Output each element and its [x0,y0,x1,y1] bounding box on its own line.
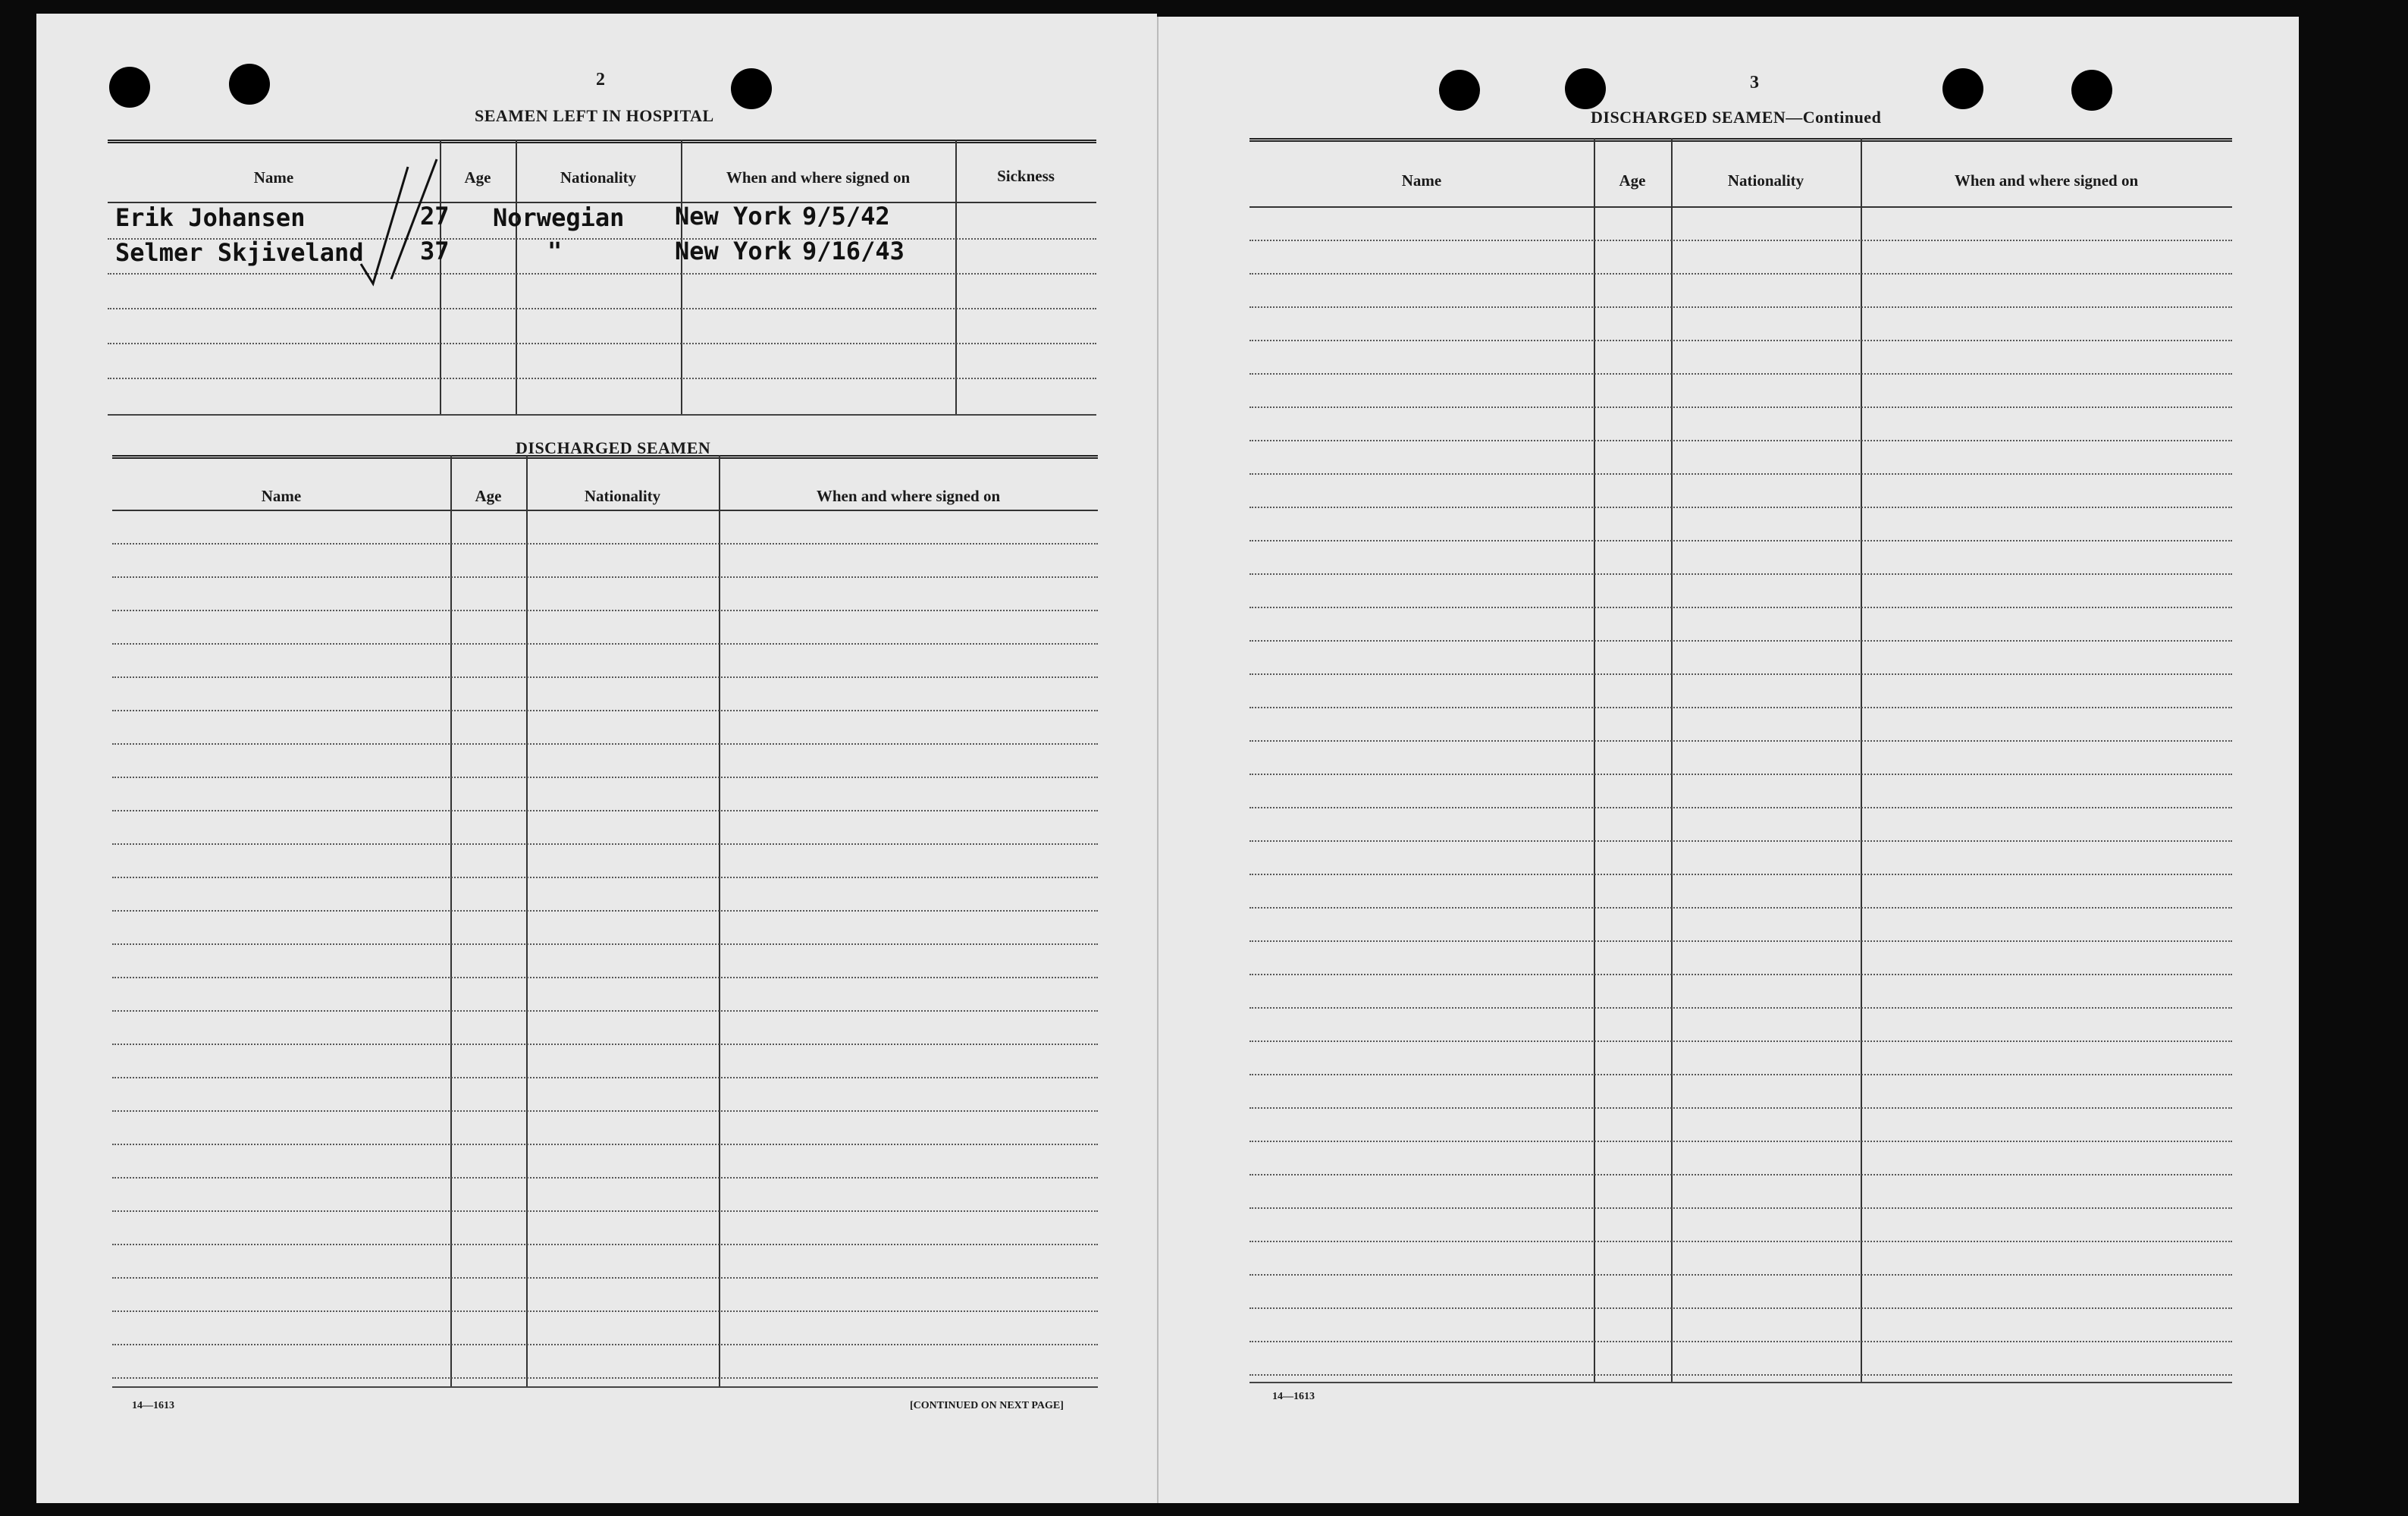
heading-text: DISCHARGED SEAMEN [1591,108,1786,127]
ruled-line [1249,440,2232,441]
col-header-name: Name [1401,171,1442,190]
ruled-line [112,1044,1098,1045]
hospital-table [108,140,1096,420]
ruled-line [112,1077,1098,1078]
ruled-line [1249,240,2232,241]
ruled-line [1249,740,2232,742]
ruled-line [1249,1007,2232,1009]
ruled-line [1249,373,2232,375]
col-header-signed-on: When and where signed on [816,487,1001,505]
ruled-line [112,1244,1098,1245]
ruled-line [112,1310,1098,1312]
discharged-table [112,455,1098,1397]
right-page [1157,17,2299,1503]
ruled-line [1249,306,2232,308]
ruled-line [1249,273,2232,275]
form-number: 14—1613 [1272,1391,1315,1402]
ruled-line [112,643,1098,645]
ruled-line [112,777,1098,778]
col-header-age: Age [1619,171,1646,190]
punch-hole-icon [2071,70,2112,111]
col-header-nationality: Nationality [1727,171,1804,190]
ruled-line [112,1010,1098,1012]
ruled-line [112,1210,1098,1212]
ruled-line [112,610,1098,611]
entry-place: New York [675,237,792,265]
ruled-line [1249,340,2232,341]
ruled-line [1249,1307,2232,1309]
col-header-nationality: Nationality [560,168,637,187]
col-header-sickness: Sickness [997,167,1055,185]
ruled-line [1249,774,2232,775]
discharged-heading: DISCHARGED SEAMEN [516,438,711,457]
ruled-line [112,1277,1098,1279]
entry-name: Selmer Skjiveland [115,238,364,267]
col-header-signed-on: When and where signed on [1954,171,2139,190]
ruled-line [112,843,1098,845]
ruled-line [112,810,1098,811]
punch-hole-icon [109,67,150,108]
entry-nationality: Norwegian [493,203,625,232]
ruled-line [1249,573,2232,575]
col-header-age: Age [464,168,491,187]
entry-name: Erik Johansen [115,203,306,232]
ruled-line [1249,1374,2232,1376]
entry-age: 27 [420,202,450,231]
ruled-line [112,743,1098,745]
ruled-line [1249,1241,2232,1242]
entry-date: 9/16/43 [802,237,905,265]
punch-hole-icon [1439,70,1480,111]
ruled-line [112,943,1098,945]
ruled-line [1249,940,2232,942]
ruled-line [1249,540,2232,541]
entry-age: 37 [420,237,450,265]
ruled-line [1249,1107,2232,1109]
ruled-line [112,1344,1098,1345]
ruled-line [112,1144,1098,1145]
punch-hole-icon [1565,68,1606,109]
ruled-line [1249,1274,2232,1276]
entry-date: 9/5/42 [802,202,890,231]
ruled-line [112,576,1098,578]
punch-hole-icon [731,68,772,109]
hospital-heading: SEAMEN LEFT IN HOSPITAL [475,106,714,125]
ruled-line [1249,807,2232,808]
col-header-nationality: Nationality [584,487,661,505]
ruled-line [1249,1174,2232,1175]
ruled-line [1249,406,2232,408]
ruled-line [1249,840,2232,842]
table-bottom-rule [1249,1382,2232,1383]
left-page [36,14,1157,1503]
punch-hole-icon [229,64,270,105]
ruled-line [1249,974,2232,975]
checkmark-icon [355,150,446,287]
ruled-line [112,1110,1098,1112]
ruled-line [1249,1341,2232,1342]
ruled-line [1249,640,2232,642]
ruled-line [1249,707,2232,708]
discharged-continued-heading [1591,108,1881,127]
ruled-line [112,977,1098,978]
ruled-line [1249,607,2232,608]
entry-nationality: " [547,237,563,265]
ruled-line [1249,473,2232,475]
punch-hole-icon [1942,68,1983,109]
col-header-signed-on: When and where signed on [726,168,911,187]
continued-note: [CONTINUED ON NEXT PAGE] [910,1400,1064,1411]
col-header-name: Name [253,168,294,187]
ruled-line [1249,907,2232,909]
table-bottom-rule [112,1386,1098,1388]
ruled-line [112,1377,1098,1379]
discharged-continued-table [1249,138,2232,1386]
ruled-line [1249,1074,2232,1075]
ruled-line [1249,1141,2232,1142]
page-number: 3 [1750,73,1759,93]
heading-suffix: —Continued [1786,108,1882,127]
ruled-line [112,543,1098,545]
ruled-line [112,676,1098,678]
ruled-line [112,1177,1098,1179]
entry-place: New York [675,202,792,231]
ruled-line [1249,874,2232,875]
ruled-line [1249,1040,2232,1042]
ruled-line [1249,507,2232,508]
form-number: 14—1613 [132,1400,174,1411]
ruled-line [1249,673,2232,675]
ruled-line [112,710,1098,711]
ruled-line [112,910,1098,912]
ruled-line [112,877,1098,878]
page-number: 2 [596,70,605,89]
col-header-age: Age [475,487,502,505]
ruled-line [1249,1207,2232,1209]
col-header-name: Name [261,487,302,505]
